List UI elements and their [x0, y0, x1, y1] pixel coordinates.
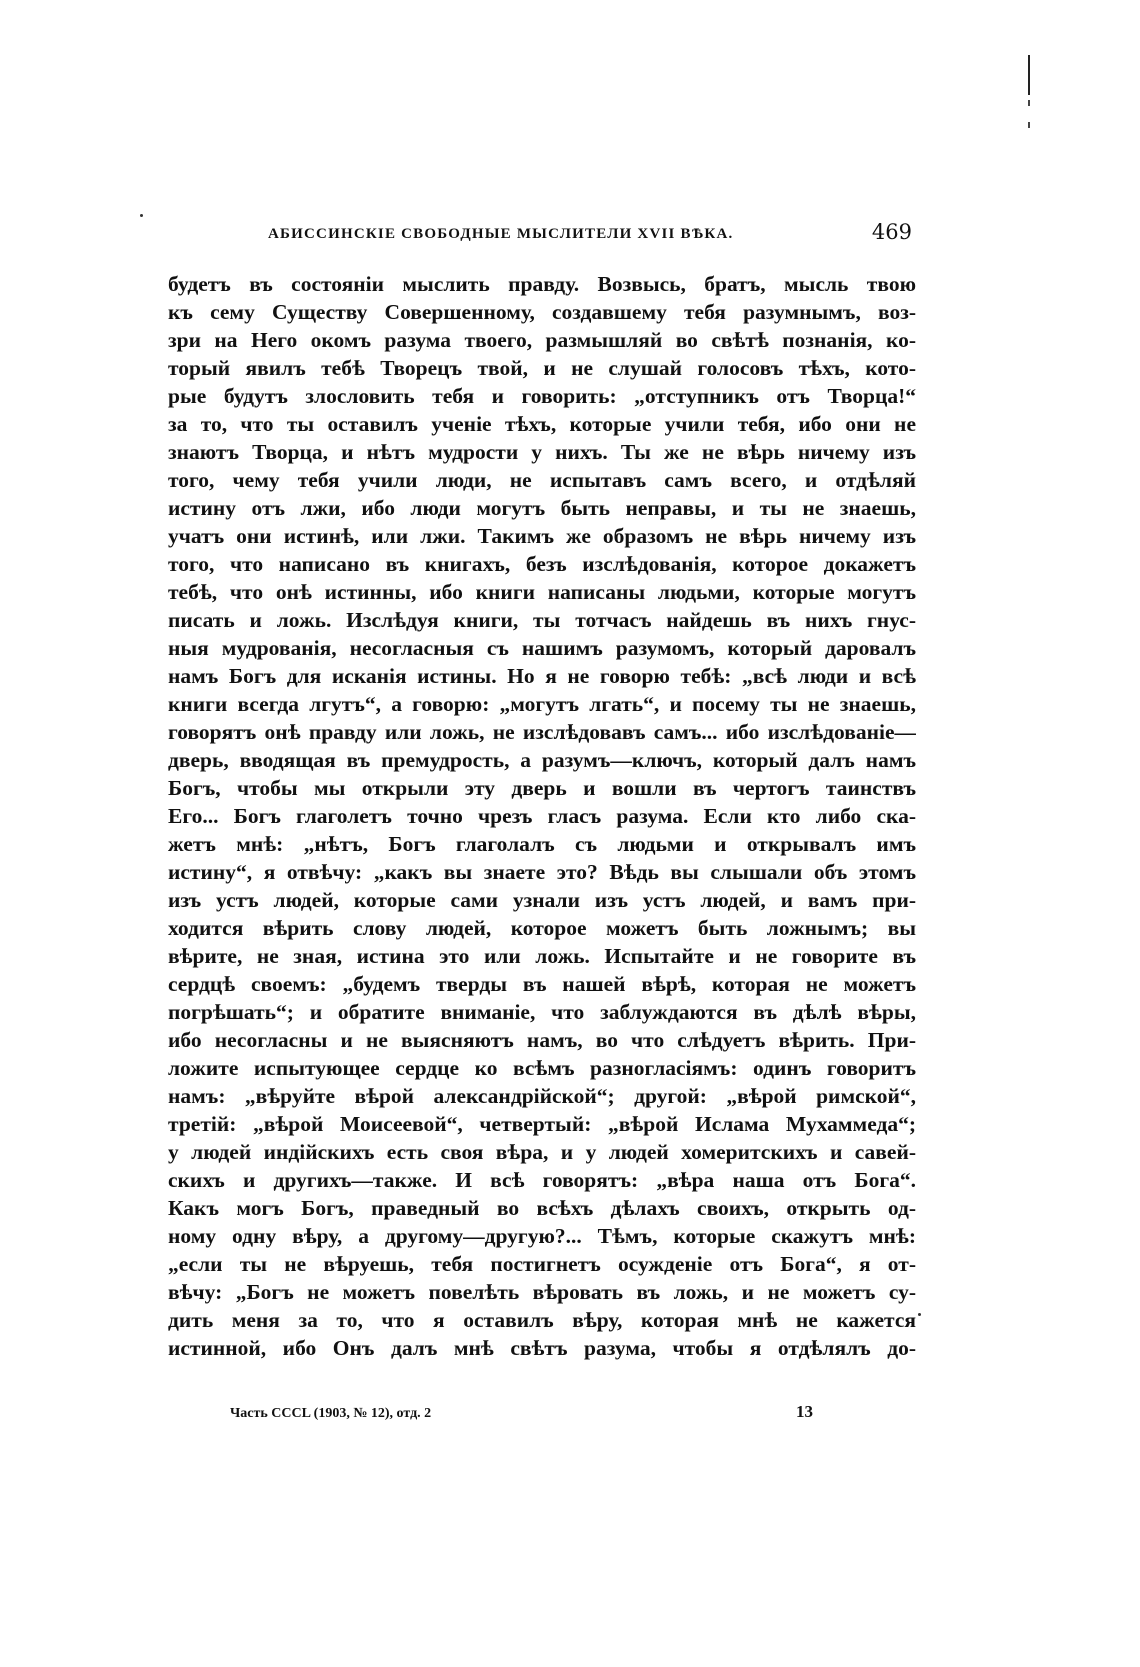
text-line: знаютъ Творца, и нѣтъ мудрости у нихъ. Ты же не вѣрь ничему изъ — [168, 440, 916, 464]
page-edge-mark — [1028, 55, 1030, 95]
text-line: зри на Него окомъ разума твоего, размышляй во свѣтѣ познанія, ко- — [168, 328, 916, 352]
text-line: сердцѣ своемъ: „будемъ тверды въ нашей вѣрѣ, которая не можетъ — [168, 972, 916, 996]
text-line: тебѣ, что онѣ истинны, ибо книги написаны людьми, которые могутъ — [168, 580, 916, 604]
printer-signature: Часть СССL (1903, № 12), отд. 2 — [230, 1406, 432, 1421]
text-line: истину“, я отвѣчу: „какъ вы знаете это? Вѣдь вы слышали объ этомъ — [168, 860, 916, 884]
text-line: того, чему тебя учили люди, не испытавъ самъ всего, и отдѣляй — [168, 468, 916, 492]
page-number: 469 — [871, 220, 912, 244]
text-line: жетъ мнѣ: „нѣтъ, Богъ глаголалъ съ людьми и открывалъ имъ — [168, 832, 916, 856]
sheet-number: 13 — [796, 1402, 813, 1421]
text-line: ному одну вѣру, а другому—другую?... Тѣмъ, которые скажутъ мнѣ: — [168, 1224, 916, 1248]
text-line: за то, что ты оставилъ ученіе тѣхъ, которые учили тебя, ибо они не — [168, 412, 916, 436]
text-line: Какъ могъ Богъ, праведный во всѣхъ дѣлахъ своихъ, открыть од- — [168, 1196, 916, 1220]
text-line: къ сему Существу Совершенному, создавшему тебя разумнымъ, воз- — [168, 300, 916, 324]
text-line: ныя мудрованія, несогласныя съ нашимъ разумомъ, который даровалъ — [168, 636, 916, 660]
text-line: вѣрите, не зная, истина это или ложь. Испытайте и не говорите въ — [168, 944, 916, 968]
text-line: истинной, ибо Онъ далъ мнѣ свѣтъ разума, чтобы я отдѣлялъ до- — [168, 1336, 916, 1360]
text-line: вѣчу: „Богъ не можетъ повелѣть вѣровать въ ложь, и не можетъ су- — [168, 1280, 916, 1304]
text-line: ложите испытующее сердце ко всѣмъ разногласіямъ: одинъ говоритъ — [168, 1056, 916, 1080]
text-line: торый явилъ тебѣ Творецъ твой, и не слушай голосовъ тѣхъ, кото- — [168, 356, 916, 380]
text-line: ходится вѣрить слову людей, которое можетъ быть ложнымъ; вы — [168, 916, 916, 940]
text-line: будетъ въ состояніи мыслить правду. Возвысь, братъ, мысль твою — [168, 272, 916, 296]
text-line: третій: „вѣрой Моисеевой“, четвертый: „вѣрой Ислама Мухаммеда“; — [168, 1112, 916, 1136]
text-line: „если ты не вѣруешь, тебя постигнетъ осужденіе отъ Бога“, я от- — [168, 1252, 916, 1276]
page-footer — [230, 1402, 870, 1428]
text-line: ибо несогласны и не выясняютъ намъ, во что слѣдуетъ вѣрить. При- — [168, 1028, 916, 1052]
text-line: учатъ они истинѣ, или лжи. Такимъ же образомъ не вѣрь ничему изъ — [168, 524, 916, 548]
text-line: намъ Богъ для исканія истины. Но я не говорю тебѣ: „всѣ люди и всѣ — [168, 664, 916, 688]
page-edge-dot — [1028, 122, 1030, 128]
text-line: рые будутъ злословить тебя и говорить: „отступникъ отъ Творца!“ — [168, 384, 916, 408]
running-head — [168, 220, 918, 250]
text-line: Его... Богъ глаголетъ точно чрезъ гласъ разума. Если кто либо ска- — [168, 804, 916, 828]
text-line: книги всегда лгутъ“, а говорю: „могутъ лгать“, и посему ты не знаешь, — [168, 692, 916, 716]
text-line: того, что написано въ книгахъ, безъ изслѣдованія, которое докажетъ — [168, 552, 916, 576]
page-edge-dot — [1028, 100, 1030, 106]
print-speck — [918, 1313, 921, 1316]
text-line: погрѣшать“; и обратите вниманіе, что заблуждаются въ дѣлѣ вѣры, — [168, 1000, 916, 1024]
body-text — [168, 270, 916, 1362]
text-line: Богъ, чтобы мы открыли эту дверь и вошли въ чертогъ таинствъ — [168, 776, 916, 800]
text-line: дить меня за то, что я оставилъ вѣру, которая мнѣ не кажется — [168, 1308, 916, 1332]
print-speck — [140, 214, 143, 217]
text-line: изъ устъ людей, которые сами узнали изъ устъ людей, и вамъ при- — [168, 888, 916, 912]
running-title: АБИССИНСКІЕ СВОБОДНЫЕ МЫСЛИТЕЛИ XVII ВѢКА. — [268, 226, 734, 242]
text-line: у людей индійскихъ есть своя вѣра, и у людей хомеритскихъ и савей- — [168, 1140, 916, 1164]
text-line: дверь, вводящая въ премудрость, а разумъ—ключъ, который далъ намъ — [168, 748, 916, 772]
text-line: скихъ и другихъ—также. И всѣ говорятъ: „вѣра наша отъ Бога“. — [168, 1168, 916, 1192]
text-line: истину отъ лжи, ибо люди могутъ быть неправы, и ты не знаешь, — [168, 496, 916, 520]
text-line: намъ: „вѣруйте вѣрой александрійской“; другой: „вѣрой римской“, — [168, 1084, 916, 1108]
text-line: говорятъ онѣ правду или ложь, не изслѣдовавъ самъ... ибо изслѣдованіе— — [168, 720, 916, 744]
text-line: писать и ложь. Изслѣдуя книги, ты тотчасъ найдешь въ нихъ гнус- — [168, 608, 916, 632]
